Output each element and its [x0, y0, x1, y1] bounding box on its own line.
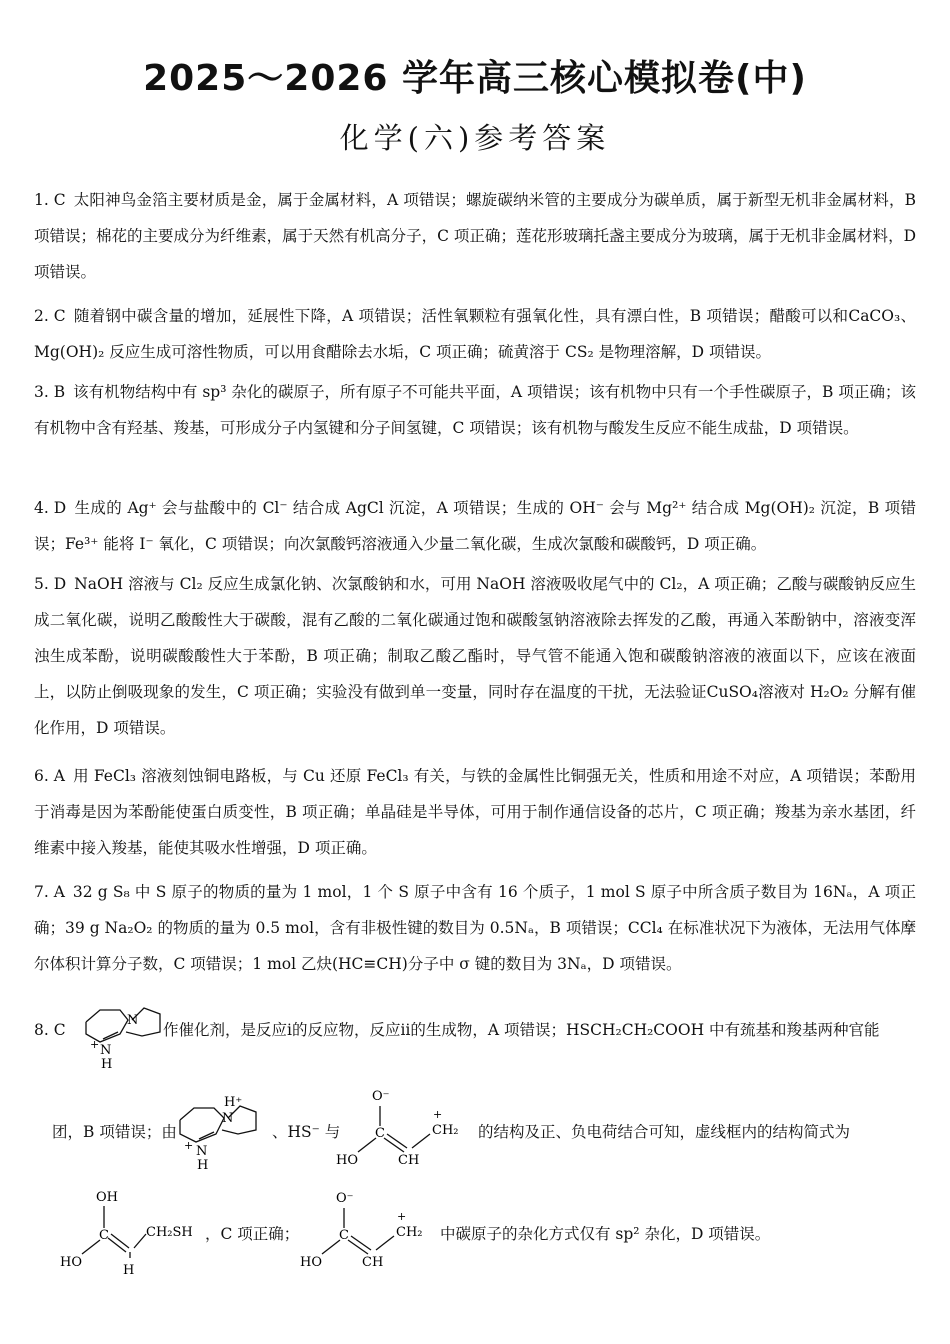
answer-number: 3. B [34, 383, 66, 401]
svg-text:CH₂SH: CH₂SH [146, 1225, 193, 1240]
answer-item-4 [34, 490, 916, 562]
answer-number: 4. D [34, 499, 67, 517]
answer-8-line2-prefix: 团，B 项错误；由 [52, 1123, 177, 1141]
answer-item-1 [34, 182, 916, 290]
svg-text:HO: HO [300, 1255, 322, 1270]
answer-number: 6. A [34, 767, 65, 785]
answer-number: 5. D [34, 575, 67, 593]
page-title: 2025～2026 学年高三核心模拟卷(中) [143, 58, 807, 99]
answer-item-7 [34, 874, 916, 982]
svg-text:HO: HO [60, 1255, 82, 1270]
answer-number: 1. C [34, 191, 66, 209]
answer-text: 该有机物结构中有 sp³ 杂化的碳原子，所有原子不可能共平面，A 项错误；该有机物中只有一个手性碳原子，B 项正确；该有机物中含有羟基、羧基，可形成分子内氢键和分子间氢键，C 项错误；该有机物与酸发生反应不能生成盐，D 项错误。 [34, 383, 916, 437]
answer-item-6 [34, 758, 916, 866]
answer-number: 2. C [34, 307, 66, 325]
svg-text:C: C [99, 1228, 109, 1243]
answer-8-line2-hs: 、HS⁻ 与 [272, 1123, 341, 1141]
svg-text:OH: OH [96, 1190, 118, 1205]
answer-8-line3-mid: ，C 项正确； [205, 1225, 300, 1243]
answer-number: 7. A [34, 883, 65, 901]
svg-text:N: N [100, 1043, 112, 1058]
svg-text:H: H [197, 1158, 209, 1172]
answer-text: 32 g S₈ 中 S 原子的物质的量为 1 mol，1 个 S 原子中含有 16 个质子，1 mol S 原子中所含质子数目为 16Nₐ，A 项正确；39 g Na₂O₂ 的物质的量为 0.5 mol，含有非极性键的数目为 0.5Nₐ，B 项错误；CCl₄ 在标准状况下为液体，无法用气体摩尔体积计算分子数，C 项错误；1 mol 乙炔(HC≡CH)分子中 σ 键的数目为 3Nₐ，D 项错误。 [34, 883, 916, 973]
svg-text:O⁻: O⁻ [336, 1191, 354, 1206]
answer-8-line2-suffix: 的结构及正、负电荷结合可知，虚线框内的结构简式为 [478, 1123, 851, 1141]
svg-text:HO: HO [336, 1153, 358, 1168]
protonated-bicyclic-structure [170, 1082, 270, 1172]
enolate-carbocation-structure-2 [296, 1186, 436, 1276]
enolate-carbocation-structure [332, 1082, 472, 1172]
svg-text:+: + [433, 1108, 443, 1121]
svg-text:+: + [397, 1210, 407, 1223]
svg-text:CH₂: CH₂ [396, 1225, 423, 1240]
svg-text:N: N [127, 1013, 139, 1028]
answer-8-number: 8. C [34, 1021, 66, 1039]
svg-text:H: H [123, 1263, 135, 1276]
answer-item-3 [34, 374, 916, 446]
svg-text:O⁻: O⁻ [372, 1089, 390, 1104]
answer-text: NaOH 溶液与 Cl₂ 反应生成氯化钠、次氯酸钠和水，可用 NaOH 溶液吸收尾气中的 Cl₂，A 项正确；乙酸与碳酸钠反应生成二氧化碳，说明乙酸酸性大于碳酸，混有乙酸的二氧化碳通过饱和碳酸氢钠溶液除去挥发的乙酸，再通入苯酚钠中，溶液变浑浊生成苯酚，说明碳酸酸性大于苯酚，B 项正确；制取乙酸乙酯时，导气管不能通入饱和碳酸钠溶液的液面以下，应该在液面上，以防止倒吸现象的发生，C 项正确；实验没有做到单一变量，同时存在温度的干扰，无法验证CuSO₄溶液对 H₂O₂ 分解有催化作用，D 项错误。 [34, 575, 916, 737]
page-subtitle: 化学(六)参考答案 [339, 121, 611, 155]
answer-text: 太阳神鸟金箔主要材质是金，属于金属材料，A 项错误；螺旋碳纳米管的主要成分为碳单质，属于新型无机非金属材料，B 项错误；棉花的主要成分为纤维素，属于天然有机高分子，C 项正确；莲花形玻璃托盏主要成分为玻璃，属于无机非金属材料，D 项错误。 [34, 191, 916, 281]
svg-text:C: C [375, 1126, 385, 1141]
enol-thiol-structure [56, 1186, 206, 1276]
answer-text: 随着钢中碳含量的增加，延展性下降，A 项错误；活性氧颗粒有强氧化性，具有漂白性，B 项错误；醋酸可以和CaCO₃、Mg(OH)₂ 反应生成可溶性物质，可以用食醋除去水垢，C 项正确；硫黄溶于 CS₂ 是物理溶解，D 项错误。 [34, 307, 916, 361]
answer-8-line3-end: 中碳原子的杂化方式仅有 sp² 杂化，D 项错误。 [440, 1225, 771, 1243]
svg-text:CH: CH [398, 1153, 420, 1168]
svg-text:+: + [90, 1038, 100, 1051]
answer-item-5 [34, 566, 916, 746]
answer-8-line1: 作催化剂，是反应ⅰ的反应物，反应ⅱ的生成物，A 项错误；HSCH₂CH₂COOH 中有巯基和羧基两种官能 [163, 1021, 880, 1039]
bicyclic-amidinium-structure [76, 992, 166, 1072]
svg-text:H⁺: H⁺ [224, 1095, 243, 1110]
svg-text:N: N [222, 1111, 234, 1126]
answer-text: 生成的 Ag⁺ 会与盐酸中的 Cl⁻ 结合成 AgCl 沉淀，A 项错误；生成的 OH⁻ 会与 Mg²⁺ 结合成 Mg(OH)₂ 沉淀，B 项错误；Fe³⁺ 能将 I⁻ 氧化，C 项错误；向次氯酸钙溶液通入少量二氧化碳，生成次氯酸和碳酸钙，D 项正确。 [34, 499, 916, 553]
answer-item-2 [34, 298, 916, 370]
svg-text:H: H [101, 1057, 113, 1072]
svg-text:C: C [339, 1228, 349, 1243]
answer-text: 用 FeCl₃ 溶液刻蚀铜电路板，与 Cu 还原 FeCl₃ 有关，与铁的金属性比铜强无关，性质和用途不对应，A 项错误；苯酚用于消毒是因为苯酚能使蛋白质变性，B 项正确；单晶硅是半导体，可用于制作通信设备的芯片，C 项正确；羧基为亲水基团，纤维素中接入羧基，能使其吸水性增强，D 项正确。 [34, 767, 916, 857]
svg-text:CH₂: CH₂ [432, 1123, 459, 1138]
svg-text:CH: CH [362, 1255, 384, 1270]
svg-text:+: + [184, 1139, 194, 1152]
svg-text:N: N [196, 1144, 208, 1159]
